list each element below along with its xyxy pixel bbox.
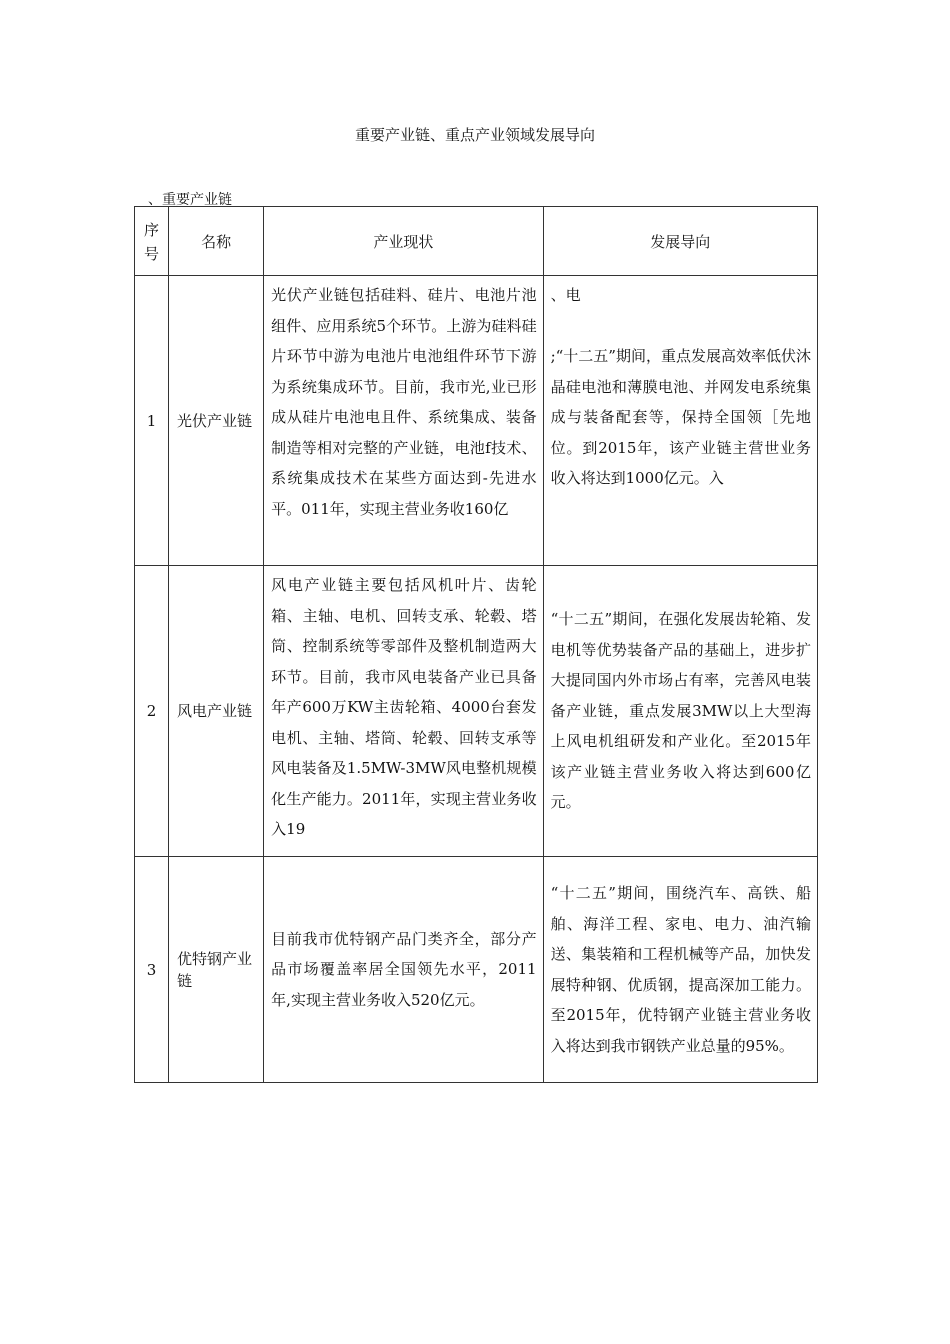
table-row <box>135 566 818 857</box>
header-status: 产业现状 <box>264 207 543 276</box>
table-row <box>135 276 818 566</box>
row-direction <box>543 276 817 566</box>
row-direction-prefix: 、电 <box>550 286 581 304</box>
row-status: 目前我市优特钢产品门类齐全，部分产品市场覆盖率居全国领先水平，2011年,实现主营业务收入520亿元。 <box>264 857 543 1083</box>
header-seq-line1: 序 <box>144 221 160 239</box>
row-status: 光伏产业链包括硅料、硅片、电池片池组件、应用系统5个环节。上游为硅料硅片环节中游为电池片电池组件环节下游为系统集成环节。目前，我市光,业已形成从硅片电池电且件、系统集成、装备制造等相对完整的产业链，电池f技术、系统集成技术在某些方面达到-先进水平。011年，实现主营业务收160亿 <box>264 276 543 566</box>
header-seq-line2: 号 <box>144 245 160 263</box>
row-direction: “十二五”期间，在强化发展齿轮箱、发电机等优势装备产品的基础上，进步扩大提同国内外市场占有率，完善风电装备产业链，重点发展3MW以上大型海上风电机组研发和产业化。至2015年该产业链主营业务收入将达到600亿元。 <box>543 566 817 857</box>
table-row <box>135 857 818 1083</box>
header-name: 名称 <box>169 207 264 276</box>
header-seq <box>135 207 169 276</box>
row-seq: 1 <box>135 276 169 566</box>
row-seq: 3 <box>135 857 169 1083</box>
row-name: 风电产业链 <box>169 566 264 857</box>
row-name: 优特钢产业链 <box>169 857 264 1083</box>
table-header-row <box>135 207 818 276</box>
row-seq: 2 <box>135 566 169 857</box>
row-name: 光伏产业链 <box>169 276 264 566</box>
section-heading: 、重要产业链 <box>148 192 232 208</box>
header-direction: 发展导向 <box>543 207 817 276</box>
row-status: 风电产业链主要包括风机叶片、齿轮箱、主轴、电机、回转支承、轮毂、塔筒、控制系统等零部件及整机制造两大环节。目前，我市风电装备产业已具备年产600万KW主齿轮箱、4000台套发电机、主轴、塔筒、轮毂、回转支承等风电装备及1.5MW-3MW风电整机规模化生产能力。2011年，实现主营业务收入19 <box>264 566 543 857</box>
industry-chain-table <box>134 206 818 1083</box>
page-title: 重要产业链、重点产业领域发展导向 <box>354 126 595 144</box>
row-direction: “十二五”期间，围绕汽车、高铁、船舶、海洋工程、家电、电力、油汽输送、集装箱和工程机械等产品，加快发展特种钢、优质钢，提高深加工能力。至2015年，优特钢产业链主营业务收入将达到我市钢铁产业总量的95%。 <box>543 857 817 1083</box>
row-direction-text: ;“十二五”期间，重点发展高效率低伏沐晶硅电池和薄膜电池、并网发电系统集成与装备配套等，保持全国领［先地位。到2015年，该产业链主营世业务收入将达到1000亿元。入 <box>550 347 811 487</box>
